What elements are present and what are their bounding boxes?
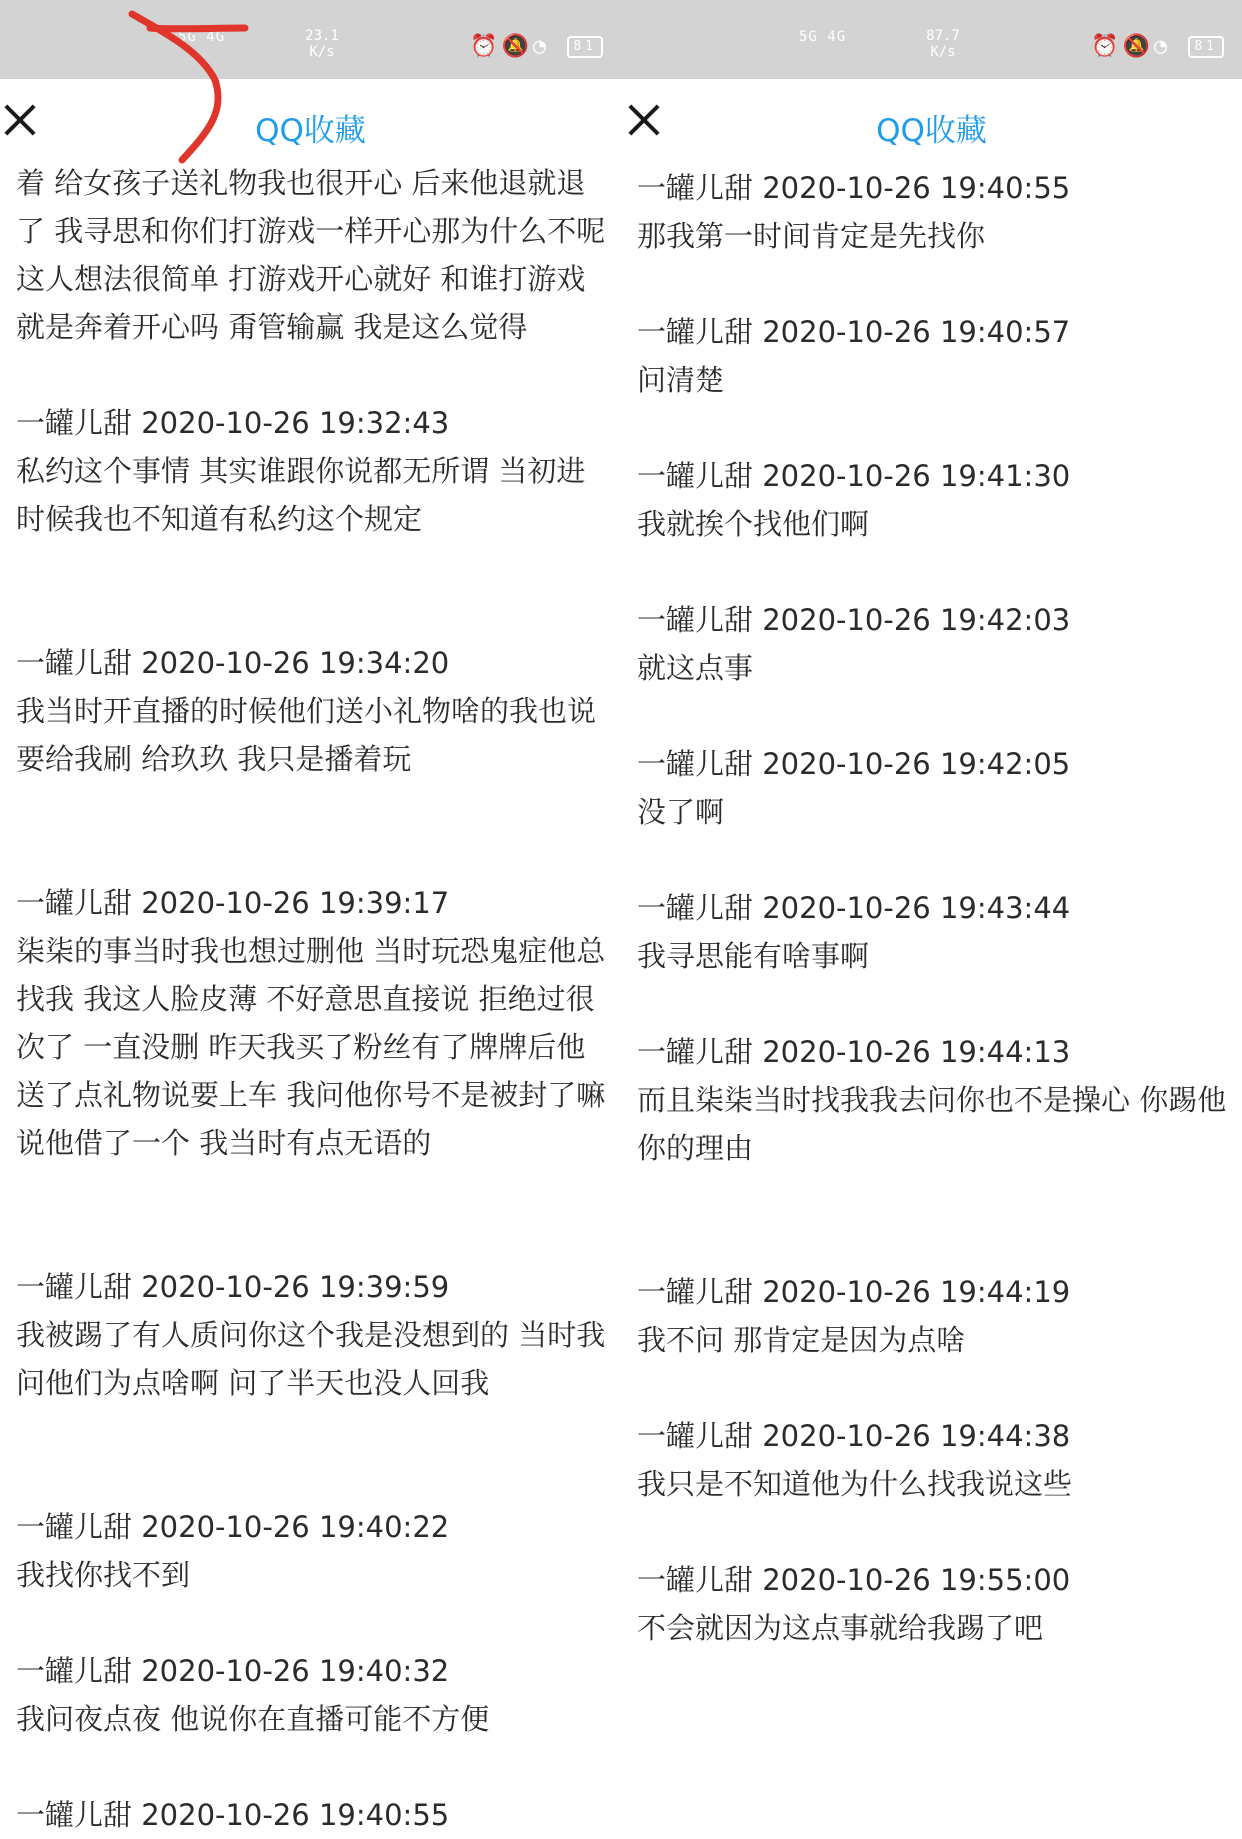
message-text: 我问夜点夜 他说你在直播可能不方便 [16, 1702, 490, 1736]
message-header: 一罐儿甜 2020-10-26 19:40:22 [16, 1510, 450, 1544]
spacer [637, 980, 1242, 1028]
message-text: 送了点礼物说要上车 我问他你号不是被封了嘛 [16, 1078, 606, 1112]
spacer [16, 1599, 621, 1647]
spacer [16, 783, 621, 831]
message-header: 一罐儿甜 2020-10-26 19:39:17 [16, 886, 450, 920]
status-icons [470, 34, 603, 59]
spacer [637, 404, 1242, 452]
spacer [16, 1743, 621, 1791]
spacer [637, 836, 1242, 884]
page-title: QQ收藏 [876, 113, 987, 149]
message-header: 一罐儿甜 2020-10-26 19:43:44 [637, 891, 1071, 925]
spacer [637, 1172, 1242, 1220]
status-icons [1091, 34, 1224, 59]
message-header: 一罐儿甜 2020-10-26 19:44:19 [637, 1275, 1071, 1309]
network-speed: 23.1 K/s [305, 28, 339, 60]
message-header: 一罐儿甜 2020-10-26 19:40:57 [637, 315, 1071, 349]
message-header: 一罐儿甜 2020-10-26 19:44:38 [637, 1419, 1071, 1453]
spacer [16, 1167, 621, 1215]
message-header: 一罐儿甜 2020-10-26 19:42:05 [637, 747, 1071, 781]
status-bar [0, 0, 621, 79]
chat-log [16, 159, 621, 1839]
message-text: 我不问 那肯定是因为点啥 [637, 1323, 966, 1357]
message-text: 私约这个事情 其实谁跟你说都无所谓 当初进 [16, 454, 586, 488]
message-text: 次了 一直没删 昨天我买了粉丝有了牌牌后他 [16, 1030, 586, 1064]
message-header: 一罐儿甜 2020-10-26 19:44:13 [637, 1035, 1071, 1069]
message-text: 着 给女孩子送礼物我也很开心 后来他退就退 [16, 166, 586, 200]
chat-log [637, 164, 1242, 1652]
message-text: 就这点事 [637, 651, 754, 685]
message-text: 我当时开直播的时候他们送小礼物啥的我也说 [16, 694, 597, 728]
message-header: 一罐儿甜 2020-10-26 19:32:43 [16, 406, 450, 440]
spacer [16, 1455, 621, 1503]
message-text: 你的理由 [637, 1131, 754, 1165]
message-text: 了 我寻思和你们打游戏一样开心那为什么不呢 [16, 214, 606, 248]
message-text: 问他们为点啥啊 问了半天也没人回我 [16, 1366, 490, 1400]
message-text: 我找你找不到 [16, 1558, 191, 1592]
spacer [16, 1215, 621, 1263]
message-header: 一罐儿甜 2020-10-26 19:40:55 [16, 1798, 450, 1832]
alarm-icon: ⏰ [470, 34, 502, 59]
message-header: 一罐儿甜 2020-10-26 19:41:30 [637, 459, 1071, 493]
status-bar [621, 0, 1242, 79]
alarm-icon: ⏰ [1091, 34, 1123, 59]
spacer [16, 591, 621, 639]
message-header: 一罐儿甜 2020-10-26 19:40:32 [16, 1654, 450, 1688]
message-header: 一罐儿甜 2020-10-26 19:55:00 [637, 1563, 1071, 1597]
message-text: 时候我也不知道有私约这个规定 [16, 502, 423, 536]
battery-icon: 81 [1188, 36, 1224, 58]
spacer [637, 548, 1242, 596]
spacer [637, 1508, 1242, 1556]
message-text: 不会就因为这点事就给我踢了吧 [637, 1611, 1044, 1645]
message-text: 我只是不知道他为什么找我说这些 [637, 1467, 1073, 1501]
spacer [16, 831, 621, 879]
mute-icon: 🔕 [501, 34, 533, 59]
spacer [16, 1407, 621, 1455]
battery-icon: 81 [567, 36, 603, 58]
spacer [637, 1220, 1242, 1268]
message-text: 没了啊 [637, 795, 725, 829]
message-text: 找我 我这人脸皮薄 不好意思直接说 拒绝过很 [16, 982, 595, 1016]
message-text: 那我第一时间肯定是先找你 [637, 219, 986, 253]
message-text: 要给我刷 给玖玖 我只是播着玩 [16, 742, 412, 776]
message-text: 这人想法很简单 打游戏开心就好 和谁打游戏 [16, 262, 586, 296]
message-text: 我被踢了有人质问你这个我是没想到的 当时我 [16, 1318, 606, 1352]
message-header: 一罐儿甜 2020-10-26 19:39:59 [16, 1270, 450, 1304]
right-screenshot [621, 0, 1242, 1656]
message-header: 一罐儿甜 2020-10-26 19:40:55 [637, 171, 1071, 205]
speed-icon: ◔ [532, 34, 551, 59]
signal-indicator: 5G 4G [799, 29, 847, 45]
message-text: 我就挨个找他们啊 [637, 507, 870, 541]
spacer [16, 543, 621, 591]
message-text: 而且柒柒当时找我我去问你也不是操心 你踢他 [637, 1083, 1227, 1117]
message-header: 一罐儿甜 2020-10-26 19:34:20 [16, 646, 450, 680]
mute-icon: 🔕 [1122, 34, 1154, 59]
network-speed: 87.7 K/s [926, 28, 960, 60]
spacer [16, 351, 621, 399]
signal-indicator: 5G 4G [178, 29, 226, 45]
title-bar [621, 79, 1242, 175]
spacer [637, 260, 1242, 308]
message-text: 我寻思能有啥事啊 [637, 939, 870, 973]
message-header: 一罐儿甜 2020-10-26 19:42:03 [637, 603, 1071, 637]
message-text: 就是奔着开心吗 甭管输赢 我是这么觉得 [16, 310, 528, 344]
page-title: QQ收藏 [255, 113, 366, 149]
left-screenshot [0, 0, 621, 1832]
speed-icon: ◔ [1153, 34, 1172, 59]
spacer [637, 692, 1242, 740]
message-text: 问清楚 [637, 363, 725, 397]
message-text: 说他借了一个 我当时有点无语的 [16, 1126, 432, 1160]
message-text: 柒柒的事当时我也想过删他 当时玩恐鬼症他总 [16, 934, 606, 968]
spacer [637, 1364, 1242, 1412]
